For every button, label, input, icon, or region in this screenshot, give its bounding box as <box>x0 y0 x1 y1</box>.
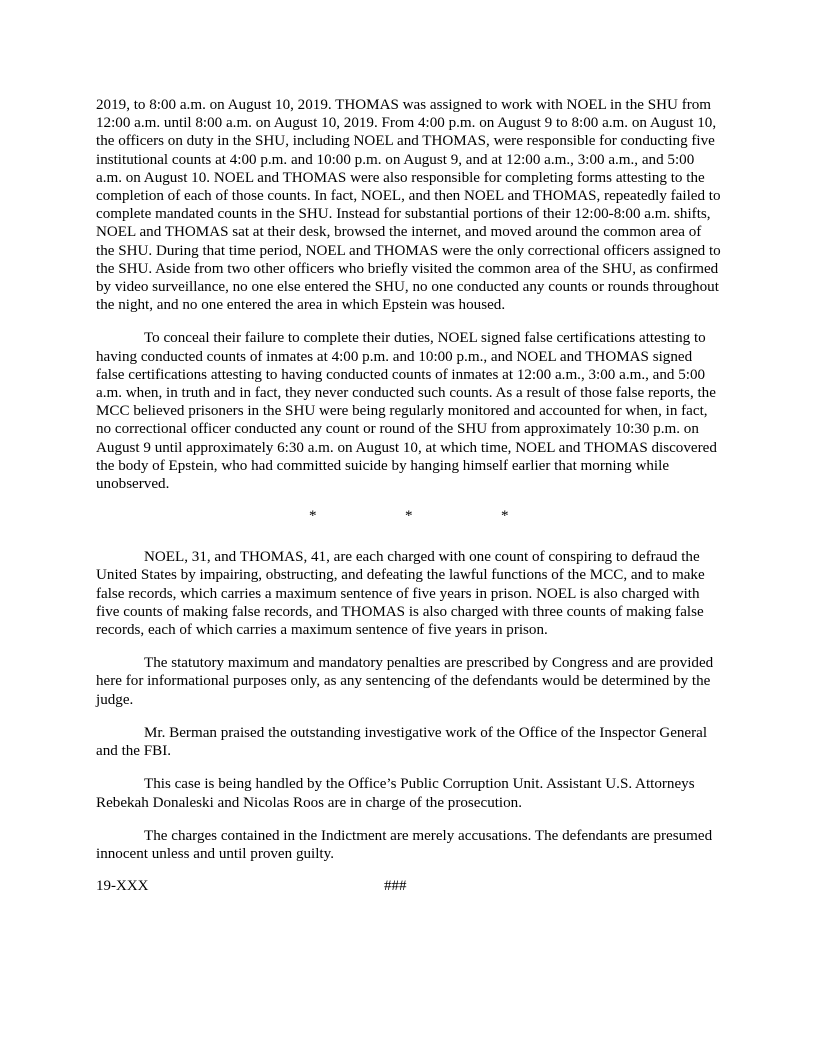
document-page <box>96 96 721 896</box>
paragraph-praise: Mr. Berman praised the outstanding investigative work of the Office of the Inspector General and the FBI. <box>96 724 708 760</box>
section-break-star: * <box>309 508 317 525</box>
release-number: 19-XXX <box>96 878 149 895</box>
end-mark: ### <box>384 878 407 895</box>
paragraph-presumed-innocent: The charges contained in the Indictment are merely accusations. The defendants are presumed innocent unless and until proven guilty. <box>96 827 713 862</box>
document-footer <box>96 878 721 896</box>
section-break <box>96 508 721 526</box>
section-break-star: * <box>405 508 413 525</box>
paragraph-penalties-disclaimer: The statutory maximum and mandatory penalties are prescribed by Congress and are provided here for informational purposes only, as any sentencing of the defendants would be determined by the judge. <box>96 655 714 708</box>
paragraph-false-certifications: To conceal their failure to complete their duties, NOEL signed false certifications attesting to having conducted counts of inmates at 4:00 p.m. and 10:00 p.m., and NOEL and THOMAS signed false certifications attesting to having conducted counts of inmates at 12:00 a.m., 3:00 a.m., and 5:00 a.m. when, in truth and in fact, they never conducted such counts. As a result of those false reports, the MCC believed prisoners in the SHU were being regularly monitored and accounted for when, in fact, no correctional officer conducted any count or round of the SHU from approximately 10:30 p.m. on August 9 until approximately 6:30 a.m. on August 10, at which time, NOEL and THOMAS discovered the body of Epstein, who had committed suicide by hanging himself earlier that morning while unobserved. <box>96 330 717 493</box>
paragraph-charges: NOEL, 31, and THOMAS, 41, are each charged with one count of conspiring to defraud the United States by impairing, obstructing, and defeating the lawful functions of the MCC, and to make false records, which carries a maximum sentence of five years in prison. NOEL is also charged with five counts of making false records, and THOMAS is also charged with three counts of making false records, each of which carries a maximum sentence of five years in prison. <box>96 549 705 639</box>
section-break-star: * <box>501 508 509 525</box>
paragraph-counts-background: 2019, to 8:00 a.m. on August 10, 2019. THOMAS was assigned to work with NOEL in the SHU from 12:00 a.m. until 8:00 a.m. on August 10, 2019. From 4:00 p.m. on August 9 to 8:00 a.m. on August 10, the officers on duty in the SHU, including NOEL and THOMAS, were responsible for conducting five institutional counts at 4:00 p.m. and 10:00 p.m. on August 9, and at 12:00 a.m., 3:00 a.m., and 5:00 a.m. on August 10. NOEL and THOMAS were also responsible for completing forms attesting to the completion of each of those counts. In fact, NOEL, and then NOEL and THOMAS, repeatedly failed to complete mandated counts in the SHU. Instead for substantial portions of their 12:00-8:00 a.m. shifts, NOEL and THOMAS sat at their desk, browsed the internet, and moved around the common area of the SHU. During that time period, NOEL and THOMAS were the only correctional officers assigned to the SHU. Aside from two other officers who briefly visited the common area of the SHU, as confirmed by video surveillance, no one else entered the SHU, no one conducted any counts or rounds throughout the night, and no one entered the area in which Epstein was housed. <box>96 97 721 314</box>
paragraph-prosecution-unit: This case is being handled by the Office’s Public Corruption Unit. Assistant U.S. Attorneys Rebekah Donaleski and Nicolas Roos are in charge of the prosecution. <box>96 776 695 811</box>
